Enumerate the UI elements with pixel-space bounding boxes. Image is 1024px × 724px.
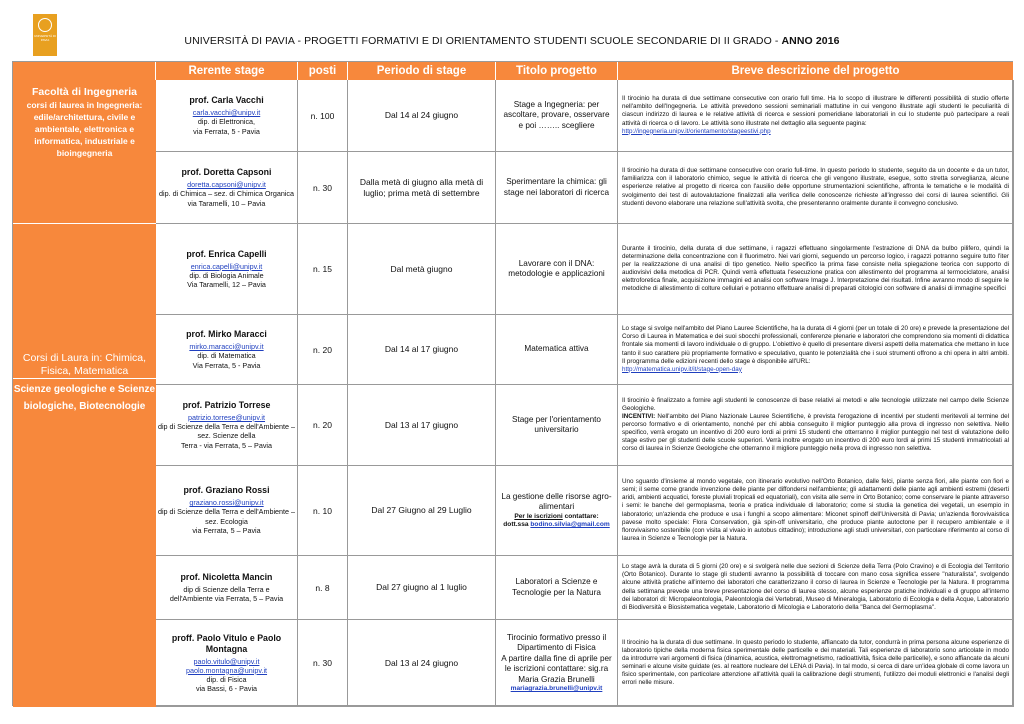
descrizione-text: Il tirocinio ha durata di due settimane consecutive con orario full-time. In questo periodo lo studente, seguito da un docente e da un tutor, familiarizza con il laboratorio chimico, segue le attività di ricerca che gli vengono illustrate, esegue, sotto stretta sorveglianza, alcune esperienze relative al progetto di ricerca con l'ausilio delle opportune strumentazioni scientifiche, affronta le tematiche e le modalità di svolgimento dei test di autovalutazione finalizzati alla verifica delle conoscenze richieste all'ingresso dei corsi di laurea scientifici. Gli studenti devono elaborare una relazione sull'attività svolta, che presenteranno oralmente durante il convegno conclusivo. <box>622 167 1009 207</box>
referente-email-link[interactable]: patrizio.torrese@unipv.it <box>187 412 266 422</box>
iscrizioni-label: Per le iscrizioni <box>514 512 563 520</box>
posti-cell: n. 10 <box>298 466 348 556</box>
titolo-cell: Stage a Ingegneria: per ascoltare, provare, osservare e poi …….. scegliere <box>496 80 618 152</box>
referente-address: dell'Ambiente via Ferrata, 5 – Pavia <box>169 594 284 603</box>
referente-cell <box>156 620 298 707</box>
referente-dept: dip. di Fisica <box>206 674 247 684</box>
col-header-descrizione: Breve descrizione del progetto <box>618 62 1014 80</box>
descrizione-cell <box>618 620 1014 707</box>
periodo-cell: Dal metà giugno <box>348 224 496 315</box>
col-header-periodo: Periodo di stage <box>348 62 496 80</box>
referente-cell <box>156 466 298 556</box>
periodo-cell: Dal 14 al 17 giugno <box>348 315 496 385</box>
col-header-titolo: Titolo progetto <box>496 62 618 80</box>
iscrizioni-info <box>514 513 598 522</box>
referente-email-link[interactable]: enrica.capelli@unipv.it <box>190 261 263 271</box>
referente-name: prof. Doretta Capsoni <box>181 167 272 177</box>
descrizione-text: Uno sguardo d'insieme al mondo vegetale, con itinerario evolutivo nell'Orto Botanico, dalle felci, piante senza fiori, alle piante con fiori e semi; il seme come grande invenzione delle piante per diffondersi nell'ambiente; gli adattamenti delle piante agli ambienti estremi (deserti aridi, ambienti acquatici, foreste pluviali tropicali ed equatoriali), con visita alle serre in Orto Botanico; come conservare le piante attraverso i semi: le banche del germoplasma, teoria e pratica individuale di laboratorio; come si studia la genetica dei vegetali, un esempio in laboratorio; un'azienda che produce e usa i funghi a scopo alimentare: Miconet spinoff dell'Università di Pavia; un'azienda florovivaistica pavese molto speciale: Flora Conservation, già spin-off universitario, che produce piante autoctone per il recupero ambientale e il florovivaismo sostenibile (con visita al vivaio in autobus cittadino); introduzione agli studi universitari, con particolare riferimento al corso di laurea in Scienze e Tecnologie per la Natura. <box>622 478 1009 542</box>
posti-cell: n. 30 <box>298 620 348 707</box>
referente-cell <box>156 556 298 620</box>
referente-dept: dip di Scienze della Terra e dell'Ambiente – sez. Ecologia <box>157 507 296 526</box>
posti-cell: n. 8 <box>298 556 348 620</box>
descrizione-link[interactable]: http://ingegneria.unipv.it/orientamento/stageestivi.php <box>622 127 771 135</box>
faculty-ingegneria-subtitle: corsi di laurea in Ingegneria: edile/architettura, civile e ambientale, elettronica e informatica, industriale e bioingegneria <box>26 100 143 158</box>
posti-cell: n. 15 <box>298 224 348 315</box>
referente-name: prof. Patrizio Torrese <box>182 399 271 410</box>
referente-name: prof. Mirko Maracci <box>186 329 267 339</box>
descrizione-text: Lo stage avrà la durata di 5 giorni (20 ore) e si svolgerà nelle due sezioni di Scienze della Terra (Polo Cravino) e di Ecologia del Territorio (Orto Botanico). Durante lo stage gli studenti avranno la possibilità di toccare con mano cosa significa essere "naturalista", svolgendo alcune attività pratiche all'interno dei laboratori che caratterizzano il corso di laurea in Scienze e Tecnologie per la Natura. Il programma della settimana prevede una breve presentazione del corso di laurea stesso, alcune esperienze pratiche individuali e di gruppo all'interno dei laboratori di: Micropaleontologia, Paleontologia dei Vertebrati, Museo di Mineralogia, Laboratorio di Ecologia e della Acque, Laboratorio di Biodiversità e Biosistematica vegetale, Laboratorio di Micologia e Laboratorio della "Banca del Germoplasma". <box>622 563 1009 611</box>
referente-dept: dip di Scienze della Terra e <box>183 584 270 594</box>
incentivi-label: INCENTIVI: <box>622 412 656 420</box>
referente-dept: dip. di Matematica <box>197 351 256 360</box>
col-header-referente: Rerente stage <box>156 62 298 80</box>
header-blank <box>13 62 156 80</box>
faculty-ingegneria <box>13 80 156 224</box>
referente-email-link[interactable]: graziano.rossi@unipv.it <box>189 498 264 508</box>
referente-email-link-2[interactable]: paolo.montagna@unipv.it <box>185 665 268 675</box>
referente-email-link[interactable]: doretta.capsoni@unipv.it <box>187 180 266 189</box>
page-title-text: UNIVERSITÀ DI PAVIA - PROGETTI FORMATIVI E DI ORIENTAMENTO STUDENTI SCUOLE SECONDARIE DI II GRADO - <box>184 35 782 47</box>
titolo-cell: Laboratori a Scienze e Tecnologie per la Natura <box>496 556 618 620</box>
referente-email-link[interactable]: paolo.vitulo@unipv.it <box>193 656 260 666</box>
iscrizioni-name: dott.ssa <box>503 521 531 528</box>
referente-address: Via Taramelli, 12 – Pavia <box>187 280 266 289</box>
referente-name: proff. Paolo Vitulo e Paolo Montagna <box>171 632 282 654</box>
titolo-cell: Stage per l'orientamento universitario <box>496 385 618 466</box>
descrizione-text: Il tirocinio è finalizzato a fornire agli studenti le conoscenze di base relativi ai metodi e alle tecnologie utilizzate nel campo delle Scienze Geologiche. <box>622 396 1009 412</box>
referente-cell <box>156 385 298 466</box>
iscrizioni-contact: contattare: <box>562 512 599 520</box>
referente-address: via Ferrata, 5 - Pavia <box>193 126 260 136</box>
referente-cell <box>156 152 298 224</box>
projects-table <box>12 61 1013 706</box>
referente-dept: dip. di Biologia Animale <box>189 270 264 280</box>
faculty-ingegneria-title: Facoltà di Ingegneria <box>31 86 138 98</box>
referente-address: Via Ferrata, 5 - Pavia <box>192 360 261 370</box>
titolo-iscrizioni: A partire dalla fine di aprile per le iscrizioni contattare: sig.ra Maria Grazia Brunelli <box>501 653 612 684</box>
titolo-cell <box>496 466 618 556</box>
periodo-cell: Dal 27 Giugno al 29 Luglio <box>348 466 496 556</box>
posti-cell: n. 20 <box>298 315 348 385</box>
referente-address: via Taramelli, 10 – Pavia <box>187 198 266 208</box>
titolo-email-line <box>511 685 603 694</box>
logo-text: UNIVERSITÀ DI PAVIA <box>34 34 56 42</box>
seal-icon <box>38 18 52 32</box>
posti-cell: n. 100 <box>298 80 348 152</box>
descrizione-cell <box>618 80 1014 152</box>
descrizione-cell <box>618 466 1014 556</box>
descrizione-cell <box>618 152 1014 224</box>
referente-dept: dip di Scienze della Terra e dell'Ambiente – sez. Scienze della <box>157 421 296 441</box>
descrizione-cell <box>618 385 1014 466</box>
titolo-text: La gestione delle risorse agro-alimentari <box>501 491 612 511</box>
periodo-cell: Dalla metà di giugno alla metà di luglio; prima metà di settembre <box>348 152 496 224</box>
iscrizioni-email-line <box>503 521 609 530</box>
page-title-year: ANNO 2016 <box>781 35 840 47</box>
referente-name: prof. Graziano Rossi <box>183 485 270 496</box>
referente-address: Terra - via Ferrata, 5 – Pavia <box>180 440 273 450</box>
titolo-text: Tirocinio formativo presso il Dipartimento di Fisica <box>506 632 607 652</box>
referente-address: via Ferrata, 5 – Pavia <box>192 526 261 536</box>
titolo-cell: Matematica attiva <box>496 315 618 385</box>
referente-name: prof. Enrica Capelli <box>186 248 267 259</box>
posti-cell: n. 20 <box>298 385 348 466</box>
titolo-cell <box>496 620 618 707</box>
faculty-scienze <box>13 224 156 707</box>
titolo-cell: Lavorare con il DNA: metodologie e applicazioni <box>496 224 618 315</box>
descrizione-text: Il tirocinio ha durata di due settimane consecutive con orario full time. Ha lo scopo di illustrare le differenti possibilità di studio offerte nell'ambito dell'Ingegneria. Le attività prevedono sessioni seminariali mattutine in cui vengono illustrate agli studenti le peculiarità di ciascun indirizzo di laurea e le relative attività di ricerca e sessioni pomeridiane laboratoriali in cui lo studente può partecipare a reali attività di ricerca o di lavoro. Le attività sono illustrate nel dettaglio alla seguente pagina: <box>622 95 1009 127</box>
referente-dept: dip. di Elettronica, <box>197 117 256 126</box>
col-header-posti: posti <box>298 62 348 80</box>
periodo-cell: Dal 14 al 24 giugno <box>348 80 496 152</box>
referente-email-link[interactable]: carla.vacchi@unipv.it <box>192 108 261 117</box>
descrizione-text: Durante il tirocinio, della durata di due settimane, i ragazzi effettuano singolarmente l'estrazione di DNA da bulbo pilifero, quindi la determinazione della concentrazione con il fluorimetro. Nei vari giorni, seguendo un percorso logico, i ragazzi potranno seguire tutto l'iter per la realizzazione di una analisi di tipo genetico. Nello specifico la prima fase consiste nella spiegazione teorica con supporto di audiovisivi della metodica di PCR. Quindi verrà effettuata l'esecuzione pratica con allestimento del programma al termociclatore, analisi elettroforetica finale, acquisizione immagini ed analisi con software Image J. Interpretazione dei risultati. Infine avranno modo di seguire le metodiche di allestimento di colture cellulari e potranno effettuare analisi di preparati citologici con software di analisi di immagine specifici <box>622 244 1009 293</box>
posti-cell: n. 30 <box>298 152 348 224</box>
descrizione-cell <box>618 556 1014 620</box>
descrizione-cell <box>618 224 1014 315</box>
periodo-cell: Dal 27 giugno al 1 luglio <box>348 556 496 620</box>
referente-cell <box>156 224 298 315</box>
descrizione-cell <box>618 315 1014 385</box>
descrizione-incentivi <box>622 413 1009 453</box>
referente-cell <box>156 80 298 152</box>
faculty-scienze-subtitle: Scienze geologiche e Scienze biologiche, Biotecnologie <box>13 378 156 415</box>
referente-email-link[interactable]: mirko.maracci@unipv.it <box>189 342 264 351</box>
incentivi-text: Nell'ambito del Piano Nazionale Lauree Scientifiche, è prevista l'erogazione di incentivi per studenti meritevoli al termine del percorso formativo e di orientamento, nonché per chi abbia conseguito il miglior punteggio alla prova di ingresso non selettiva. Nello specifico, verrà erogato un incentivo di 200 euro lordi ai primi 15 studenti che otterranno il miglior punteggio nel test di valutazione dello stage estivo per gli studenti delle scuole superiori. Verrà inoltre erogato un incentivo di 200 euro lordi ai primi 15 studenti immatricolati al corso di laurea in Scienze Geologiche che otterranno il migliore punteggio nella prova di ingresso non selettiva. <box>622 412 1009 453</box>
descrizione-text: Lo stage si svolge nell'ambito del Piano Lauree Scientifiche, ha la durata di 4 giorni (per un totale di 20 ore) e prevede la presentazione del Corso di Laurea in Matematica e dei suoi sbocchi professionali, conferenze plenarie e laboratori che comprendono sia momenti di didattica frontale sia momenti di lavoro individuale o di gruppo. L'obiettivo è quello di presentare diversi aspetti della matematica che mettano in luce tanto il suo carattere più propriamente formativo e speculativo, quanto le potenzialità che i suoi strumenti offrono a chi opera in altri ambiti. Il programma delle edizioni recenti dello stage è disponibile all'URL: <box>622 325 1009 365</box>
titolo-email-link[interactable]: mariagrazia.brunelli@unipv.it <box>510 685 603 692</box>
iscrizioni-email-link[interactable]: bodino.silvia@gmail.com <box>530 521 610 528</box>
referente-address: via Bassi, 6 - Pavia <box>195 684 258 693</box>
referente-cell <box>156 315 298 385</box>
faculty-scienze-title: Corsi di Laura in: Chimica, Fisica, Matematica <box>22 352 147 377</box>
periodo-cell: Dal 13 al 24 giugno <box>348 620 496 707</box>
referente-name: prof. Carla Vacchi <box>189 95 264 105</box>
descrizione-link[interactable]: http://matematica.unipv.it/it/stage-open-day <box>622 365 742 373</box>
referente-name: prof. Nicoletta Mancin <box>180 571 273 582</box>
descrizione-text: Il tirocinio ha la durata di due settimane. In questo periodo lo studente, affiancato da tutor, condurrà in prima persona alcune esperienze di laboratorio tipiche della moderna fisica sperimentale delle particelle e dei materiali. Tali esperienze di laboratorio sono articolate in modo da introdurre vari argomenti di fisica (dinamica, acustica, elettromagnetismo, radioattività, fisica delle particelle), e sono affiancate da alcuni seminari e alcune visite guidate (es. al reattore nucleare del LENA di Pavia). In tal modo, si cerca di dare un'idea globale di come lavora un fisico sperimentale, con particolare attenzione all'attività quali la calibrazione degli strumenti, l'utilizzo dei moduli elettronici e l'analisi degli errori nelle misure. <box>622 638 1009 687</box>
referente-dept: dip. di Chimica – sez. di Chimica Organica <box>158 189 295 198</box>
page-title <box>0 35 1024 47</box>
titolo-cell: Sperimentare la chimica: gli stage nei laboratori di ricerca <box>496 152 618 224</box>
periodo-cell: Dal 13 al 17 giugno <box>348 385 496 466</box>
